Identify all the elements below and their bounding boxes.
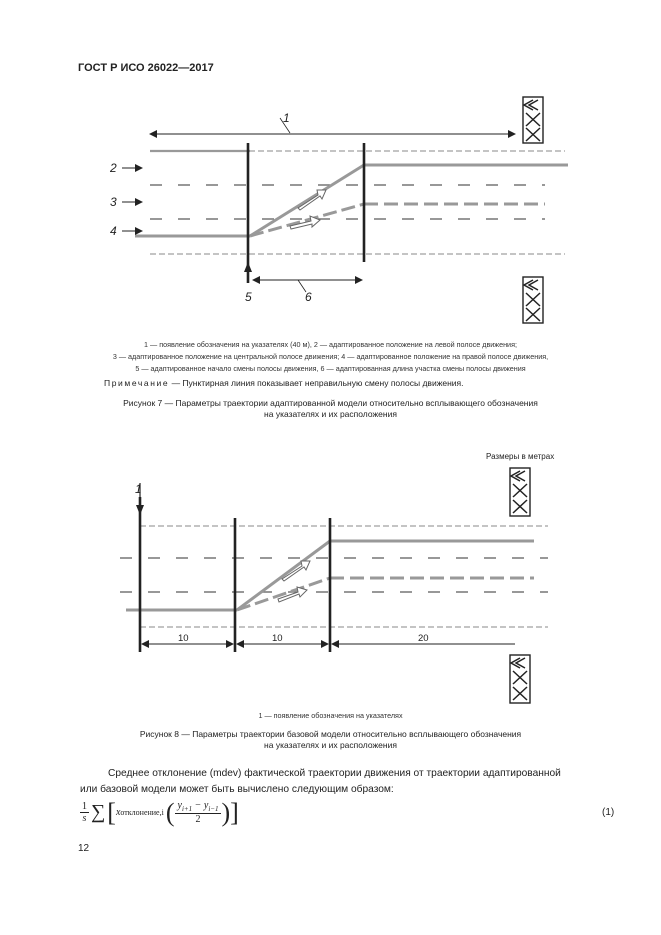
paragraph-line: Среднее отклонение (mdev) фактической траектории движения от траектории адаптированной bbox=[108, 768, 561, 779]
formula-sub2: i−1 bbox=[208, 805, 219, 813]
formula-s: s bbox=[82, 813, 87, 824]
overhead-sign-icon bbox=[523, 97, 543, 143]
caption-line: на указателях и их расположения bbox=[264, 409, 397, 419]
caption-line: Рисунок 8 — Параметры траектории базовой модели относительно всплывающего обозначения bbox=[139, 729, 522, 739]
dimension-label-3: 20 bbox=[418, 633, 429, 644]
dimension-label-2: 10 bbox=[272, 633, 283, 644]
legend-line: 1 — появление обозначения на указателях (40 м), 2 — адаптированное положение на левой полосе движения; bbox=[144, 340, 517, 349]
figure-8-legend: 1 — появление обозначения на указателях bbox=[258, 711, 403, 720]
fig8-label-1: 1 bbox=[135, 482, 142, 496]
formula-one: 1 bbox=[82, 801, 87, 812]
figure-7-diagram bbox=[109, 97, 568, 323]
note-label: Примечание bbox=[104, 378, 170, 388]
figure-8-caption bbox=[0, 729, 661, 751]
equation-number: (1) bbox=[602, 807, 615, 818]
overhead-sign-icon bbox=[523, 277, 543, 323]
figure-7-caption bbox=[0, 398, 661, 420]
caption-line: Рисунок 7 — Параметры траектории адаптированной модели относительно всплывающего обозначения bbox=[123, 398, 538, 408]
overhead-sign-icon bbox=[510, 655, 530, 703]
dimension-label-1: 10 bbox=[178, 633, 189, 644]
fig7-label-1: 1 bbox=[283, 111, 290, 125]
document-header: ГОСТ Р ИСО 26022—2017 bbox=[78, 62, 214, 74]
fig7-label-2: 2 bbox=[110, 161, 117, 175]
fig7-label-4: 4 bbox=[110, 224, 117, 238]
formula-y1: y bbox=[177, 800, 182, 811]
trajectory-arrow-icon bbox=[282, 561, 310, 581]
fig7-label-5: 5 bbox=[245, 290, 252, 304]
overhead-sign-icon bbox=[510, 468, 530, 516]
dimensions-title: Размеры в метрах bbox=[486, 452, 555, 461]
figure-8-diagram bbox=[120, 468, 548, 703]
note-text: — Пунктирная линия показывает неправильную смену полосы движения. bbox=[169, 378, 464, 388]
figure-7-legend bbox=[0, 339, 661, 375]
paragraph-line: или базовой модели может быть вычислено следующим образом: bbox=[80, 784, 394, 795]
formula-sub1: i+1 bbox=[181, 805, 193, 813]
legend-line: 3 — адаптированное положение на центральной полосе движения; 4 — адаптированное положение на правой полосе движения, bbox=[112, 352, 549, 361]
formula-two: 2 bbox=[195, 814, 201, 825]
caption-line: на указателях и их расположения bbox=[264, 740, 397, 750]
formula-y2: − y bbox=[192, 800, 209, 811]
trajectory-arrow-icon bbox=[298, 190, 326, 210]
figure-7-note bbox=[104, 378, 464, 388]
legend-line: 5 — адаптированное начало смены полосы движения, 6 — адаптированная длина участка смены полосы движения bbox=[135, 364, 526, 373]
fig7-label-3: 3 bbox=[110, 195, 117, 209]
body-paragraph bbox=[80, 766, 614, 798]
wrong-lane-change bbox=[250, 204, 364, 236]
formula-subscript: отклонение,i bbox=[120, 808, 164, 817]
page-number: 12 bbox=[78, 843, 90, 854]
formula: 1 s ∑ [ x отклонение,i ( $y_{i+1} - y_{i-1}$ 2 ) ] bbox=[82, 797, 239, 827]
fig7-label-6: 6 bbox=[305, 290, 312, 304]
